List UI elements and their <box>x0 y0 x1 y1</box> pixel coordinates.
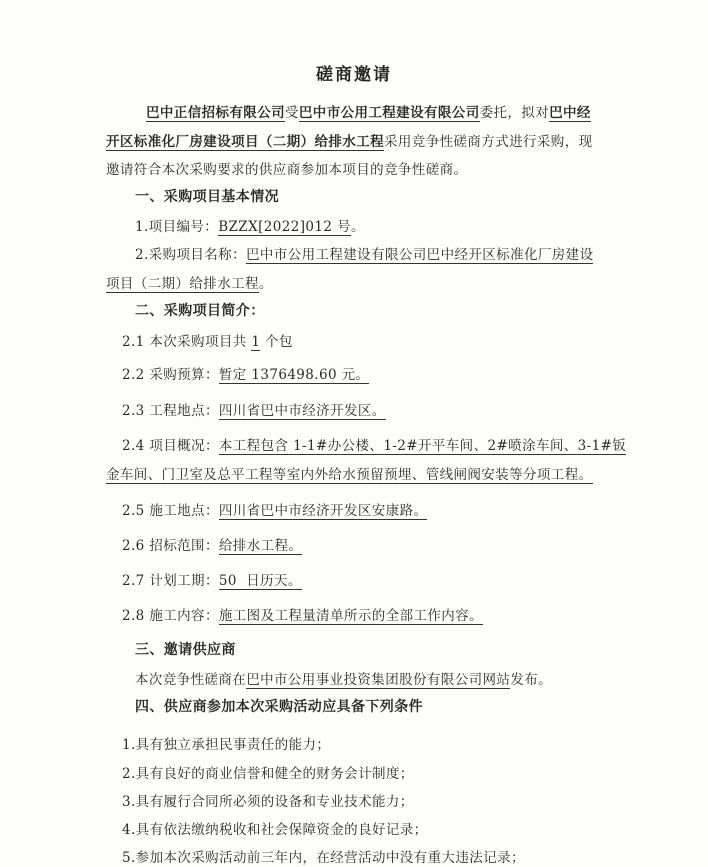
label: 2.7 计划工期： <box>122 573 219 589</box>
item-2-7 <box>122 569 302 589</box>
package-count: 1 <box>251 334 261 350</box>
project-title-value: 项目（二期）给排水工程 <box>106 276 259 292</box>
project-title-line-2 <box>106 272 273 292</box>
item-2-5 <box>122 499 427 519</box>
intro-line-1 <box>146 101 591 121</box>
site-value: 四川省巴中市经济开发区。 <box>218 403 386 419</box>
project-number-value: BZZX[2022]012 号 <box>218 219 351 235</box>
condition-item: 3.具有履行合同所必须的设备和专业技术能力； <box>122 794 414 810</box>
condition-item: 1.具有独立承担民事责任的能力； <box>122 737 331 753</box>
label: 个包 <box>265 334 293 350</box>
project-name-start: 巴中经 <box>549 105 591 121</box>
item-2-6 <box>122 534 302 554</box>
publish-site: 巴中市公用事业投资集团股份有限公司网站 <box>246 672 511 688</box>
label: 2.2 采购预算： <box>122 367 219 383</box>
duration-value: 50 日历天。 <box>218 573 302 589</box>
construction-site-value: 四川省巴中市经济开发区安康路。 <box>218 503 428 519</box>
client-name: 巴中市公用工程建设有限公司 <box>298 105 480 121</box>
punct: 。 <box>258 276 273 292</box>
label: 1.项目编号： <box>135 219 219 235</box>
condition-item: 4.具有依法缴纳税收和社会保障资金的良好记录； <box>122 822 428 838</box>
label: 2.3 工程地点： <box>122 403 219 419</box>
overview-value: 金车间、门卫室及总平工程等室内外给水预留预埋、管线闸阀安装等分项工程。 <box>106 467 593 483</box>
intro-text: 采用竞争性磋商方式进行采购，现 <box>384 134 593 150</box>
scope-value: 给排水工程。 <box>218 538 303 554</box>
content-value: 施工图及工程量清单所示的全部工作内容。 <box>218 608 483 624</box>
item-2-1 <box>122 330 293 350</box>
condition-item: 2.具有良好的商业信誉和健全的财务会计制度； <box>122 766 414 782</box>
punct: 。 <box>350 219 365 235</box>
project-number <box>135 215 365 235</box>
agent-name: 巴中正信招标有限公司 <box>146 105 285 121</box>
label: 2.8 施工内容： <box>122 608 219 624</box>
item-2-4-line-1 <box>122 434 626 454</box>
label: 2.4 项目概况： <box>122 438 219 454</box>
intro-text: 委托，拟对 <box>479 105 550 121</box>
project-title-line-1 <box>135 243 593 263</box>
intro-text: 受 <box>285 105 299 121</box>
label: 发布。 <box>510 672 553 688</box>
item-2-3 <box>122 399 386 419</box>
budget-value: 暂定 1376498.60 元。 <box>218 367 370 383</box>
item-2-8 <box>122 604 483 624</box>
section-3-heading: 三、邀请供应商 <box>135 642 236 658</box>
label: 2.采购项目名称： <box>135 247 246 263</box>
overview-value: 本工程包含 1-1#办公楼、1-2#开平车间、2#喷涂车间、3-1#钣 <box>218 438 627 454</box>
intro-line-3: 邀请符合本次采购要求的供应商参加本项目的竞争性磋商。 <box>106 162 468 178</box>
document-title: 磋商邀请 <box>316 65 392 85</box>
section-1-heading: 一、采购项目基本情况 <box>135 189 279 205</box>
condition-item: 5.参加本次采购活动前三年内，在经营活动中没有重大违法记录； <box>122 850 525 866</box>
invitation-text <box>135 668 552 688</box>
intro-line-2 <box>106 130 593 150</box>
project-title-value: 巴中市公用工程建设有限公司巴中经开区标准化厂房建设 <box>245 247 594 263</box>
item-2-4-line-2 <box>106 463 593 483</box>
section-2-heading: 二、采购项目简介： <box>135 303 265 319</box>
item-2-2 <box>122 363 369 383</box>
section-4-heading: 四、供应商参加本次采购活动应具备下列条件 <box>135 699 423 715</box>
label: 2.6 招标范围： <box>122 538 219 554</box>
project-name-end: 开区标准化厂房建设项目（二期）给排水工程 <box>106 134 384 150</box>
label: 2.1 本次采购项目共 <box>122 334 247 350</box>
label: 2.5 施工地点： <box>122 503 219 519</box>
label: 本次竞争性磋商在 <box>135 672 247 688</box>
